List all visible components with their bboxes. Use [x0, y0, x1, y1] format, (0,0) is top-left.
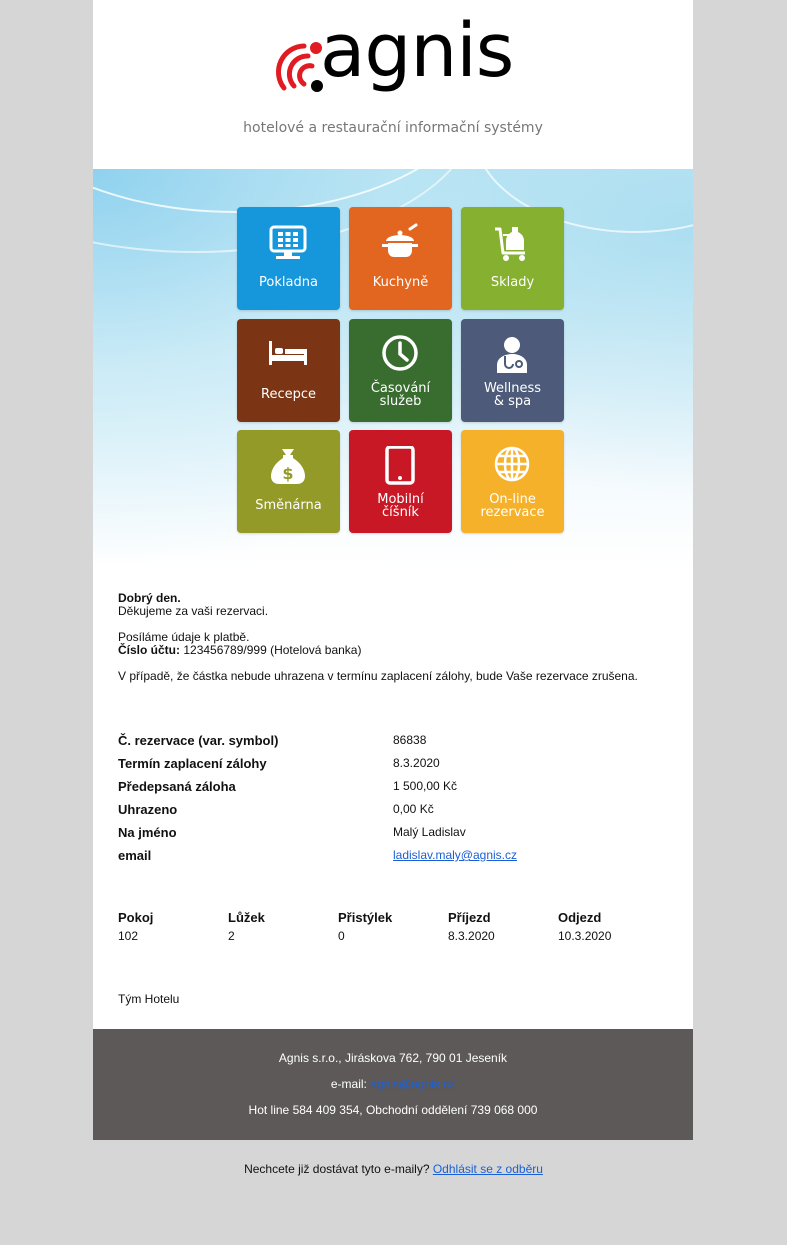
rooms-header-cell: Lůžek: [228, 910, 265, 925]
tile-online-rezervace[interactable]: [461, 430, 564, 533]
detail-value: 86838: [393, 733, 427, 747]
detail-label: Termín zaplacení zálohy: [118, 756, 267, 771]
rooms-header-cell: Příjezd: [448, 910, 491, 925]
tile-label: Recepce: [261, 387, 316, 402]
tile-label: Wellness & spa: [483, 381, 542, 409]
email-header: [93, 0, 693, 169]
logo-wordmark: agnis: [320, 8, 514, 94]
detail-value: Malý Ladislav: [393, 825, 466, 839]
account-value: 123456789/999 (Hotelová banka): [183, 643, 362, 657]
detail-label: Uhrazeno: [118, 802, 178, 817]
tile-sklady[interactable]: [461, 207, 564, 310]
tile-wellness-spa[interactable]: [461, 319, 564, 422]
footer-address: Agnis s.r.o., Jiráskova 762, 790 01 Jeseník: [278, 1051, 508, 1065]
tile-label: Časování služeb: [370, 381, 431, 409]
tile-label: Mobilní číšník: [377, 492, 424, 520]
cooking-pot-icon: [380, 223, 420, 263]
rooms-header-cell: Pokoj: [118, 910, 154, 925]
detail-label: Č. rezervace (var. symbol): [118, 733, 279, 748]
footer-email-label: e-mail:: [330, 1077, 367, 1091]
signature: Tým Hotelu: [118, 992, 180, 1006]
agnis-logo: [274, 8, 514, 118]
thanks-text: Děkujeme za vaši rezervaci.: [118, 604, 269, 618]
footer-email-line: [93, 1077, 693, 1091]
tile-pokladna[interactable]: [237, 207, 340, 310]
tile-label: Kuchyně: [372, 275, 429, 290]
svg-text:$: $: [282, 464, 294, 483]
detail-label: email: [118, 848, 152, 863]
tagline: hotelové a restaurační informační systémy: [243, 120, 543, 136]
tile-recepce[interactable]: [237, 319, 340, 422]
account-line: [118, 644, 361, 657]
detail-label: Na jméno: [118, 825, 177, 840]
unsubscribe-line: [0, 1162, 787, 1176]
detail-value: 8.3.2020: [393, 756, 440, 770]
doctor-icon: [492, 335, 532, 375]
warning-text: V případě, že částka nebude uhrazena v termínu zaplacení zálohy, bude Vaše rezervace zrušena.: [118, 669, 638, 683]
detail-value: 0,00 Kč: [393, 802, 434, 816]
rooms-header-cell: Přistýlek: [338, 910, 393, 925]
account-label: Číslo účtu:: [118, 643, 180, 657]
tile-label: Sklady: [490, 275, 535, 290]
modules-banner: [93, 169, 693, 569]
detail-label: Předepsaná záloha: [118, 779, 236, 794]
tile-label: On-line rezervace: [480, 492, 545, 520]
tablet-icon: [380, 446, 420, 486]
rooms-cell: 102: [118, 929, 139, 943]
tile-label: Směnárna: [255, 498, 322, 513]
money-bag-icon: [268, 446, 308, 486]
tile-smenarna[interactable]: [237, 430, 340, 533]
rooms-cell: 2: [228, 929, 235, 943]
tile-casovani-sluzeb[interactable]: [349, 319, 452, 422]
globe-icon: [492, 446, 532, 486]
cash-register-icon: [268, 223, 308, 263]
footer-hotline: Hot line 584 409 354, Obchodní oddělení 739 068 000: [248, 1103, 538, 1117]
clock-icon: [380, 335, 420, 375]
unsubscribe-text: Nechcete již dostávat tyto e-maily?: [244, 1162, 430, 1176]
cart-bottle-icon: [492, 223, 532, 263]
greeting: Dobrý den.: [118, 591, 181, 605]
payment-info-text: Posíláme údaje k platbě.: [118, 630, 250, 644]
rooms-header-cell: Odjezd: [558, 910, 602, 925]
unsubscribe-link[interactable]: Odhlásit se z odběru: [432, 1162, 543, 1176]
email-footer: [93, 1029, 693, 1140]
tile-kuchyne[interactable]: [349, 207, 452, 310]
footer-email-link[interactable]: agnis@agnis.cz: [370, 1077, 456, 1091]
rooms-cell: 10.3.2020: [558, 929, 612, 943]
tile-label: Pokladna: [259, 275, 318, 290]
email-link[interactable]: ladislav.maly@agnis.cz: [393, 848, 518, 862]
rooms-cell: 0: [338, 929, 345, 943]
tile-mobilni-cisnik[interactable]: [349, 430, 452, 533]
rooms-cell: 8.3.2020: [448, 929, 495, 943]
bed-icon: [268, 335, 308, 375]
email-card: [93, 0, 693, 1140]
detail-value: 1 500,00 Kč: [393, 779, 458, 793]
